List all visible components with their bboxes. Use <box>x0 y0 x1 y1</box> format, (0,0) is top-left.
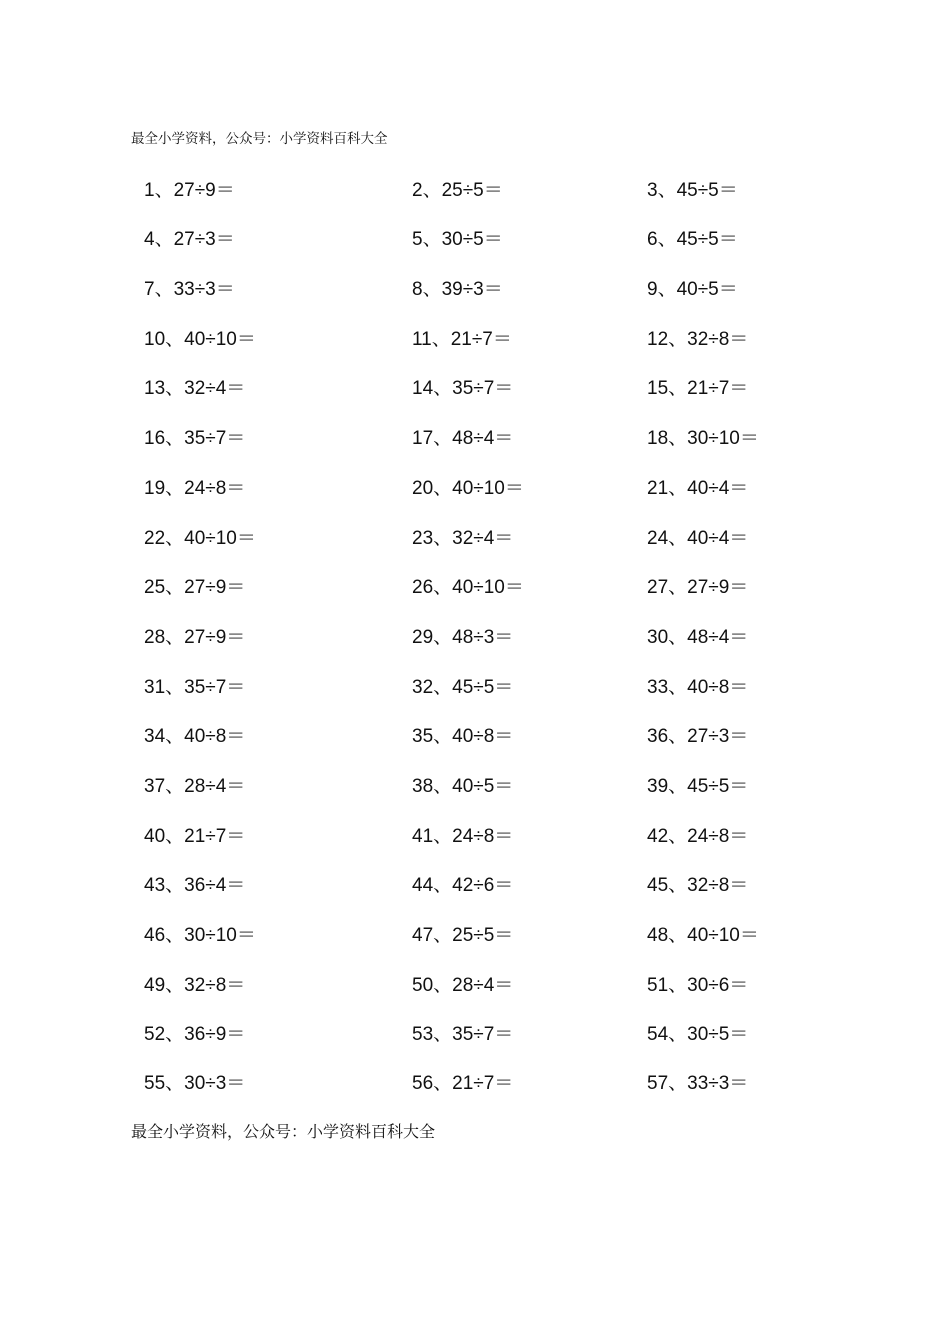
problem-item: 38、40÷5＝ <box>412 776 514 797</box>
problem-item: 55、30÷3＝ <box>144 1073 246 1094</box>
problem-item: 37、28÷4＝ <box>144 776 246 797</box>
problem-item: 9、40÷5＝ <box>647 279 738 300</box>
problem-item: 52、36÷9＝ <box>144 1024 246 1045</box>
page-header: 最全小学资料，公众号：小学资料百科大全 <box>131 131 388 147</box>
problem-item: 19、24÷8＝ <box>144 478 246 499</box>
problem-item: 56、21÷7＝ <box>412 1073 514 1094</box>
problem-item: 51、30÷6＝ <box>647 975 749 996</box>
problem-item: 13、32÷4＝ <box>144 378 246 399</box>
problem-item: 7、33÷3＝ <box>144 279 235 300</box>
problem-item: 32、45÷5＝ <box>412 677 514 698</box>
problem-item: 18、30÷10＝ <box>647 428 759 449</box>
problem-item: 47、25÷5＝ <box>412 925 514 946</box>
problem-item: 34、40÷8＝ <box>144 726 246 747</box>
problem-item: 15、21÷7＝ <box>647 378 749 399</box>
problem-item: 48、40÷10＝ <box>647 925 759 946</box>
problem-item: 49、32÷8＝ <box>144 975 246 996</box>
problem-item: 16、35÷7＝ <box>144 428 246 449</box>
problem-item: 36、27÷3＝ <box>647 726 749 747</box>
problem-item: 8、39÷3＝ <box>412 279 503 300</box>
problem-item: 44、42÷6＝ <box>412 875 514 896</box>
problem-item: 2、25÷5＝ <box>412 180 503 201</box>
problem-item: 14、35÷7＝ <box>412 378 514 399</box>
problem-item: 4、27÷3＝ <box>144 229 235 250</box>
problem-item: 29、48÷3＝ <box>412 627 514 648</box>
problem-item: 21、40÷4＝ <box>647 478 749 499</box>
problem-item: 12、32÷8＝ <box>647 329 749 350</box>
problem-item: 11、21÷7＝ <box>412 329 512 350</box>
problem-item: 20、40÷10＝ <box>412 478 524 499</box>
problem-item: 6、45÷5＝ <box>647 229 738 250</box>
problem-item: 22、40÷10＝ <box>144 528 256 549</box>
problem-item: 42、24÷8＝ <box>647 826 749 847</box>
problem-item: 43、36÷4＝ <box>144 875 246 896</box>
page-footer: 最全小学资料，公众号：小学资料百科大全 <box>131 1122 436 1141</box>
problem-item: 10、40÷10＝ <box>144 329 256 350</box>
problem-item: 28、27÷9＝ <box>144 627 246 648</box>
problem-item: 24、40÷4＝ <box>647 528 749 549</box>
problem-item: 57、33÷3＝ <box>647 1073 749 1094</box>
problem-item: 27、27÷9＝ <box>647 577 749 598</box>
problem-item: 50、28÷4＝ <box>412 975 514 996</box>
problem-item: 30、48÷4＝ <box>647 627 749 648</box>
problem-item: 5、30÷5＝ <box>412 229 503 250</box>
problem-item: 54、30÷5＝ <box>647 1024 749 1045</box>
problem-item: 17、48÷4＝ <box>412 428 514 449</box>
problem-item: 40、21÷7＝ <box>144 826 246 847</box>
problem-item: 23、32÷4＝ <box>412 528 514 549</box>
problem-item: 33、40÷8＝ <box>647 677 749 698</box>
problem-item: 31、35÷7＝ <box>144 677 246 698</box>
problem-item: 45、32÷8＝ <box>647 875 749 896</box>
problem-item: 1、27÷9＝ <box>144 180 235 201</box>
problem-item: 26、40÷10＝ <box>412 577 524 598</box>
problem-item: 53、35÷7＝ <box>412 1024 514 1045</box>
problem-item: 41、24÷8＝ <box>412 826 514 847</box>
problem-item: 46、30÷10＝ <box>144 925 256 946</box>
problem-item: 3、45÷5＝ <box>647 180 738 201</box>
problem-item: 25、27÷9＝ <box>144 577 246 598</box>
problem-item: 39、45÷5＝ <box>647 776 749 797</box>
problem-item: 35、40÷8＝ <box>412 726 514 747</box>
